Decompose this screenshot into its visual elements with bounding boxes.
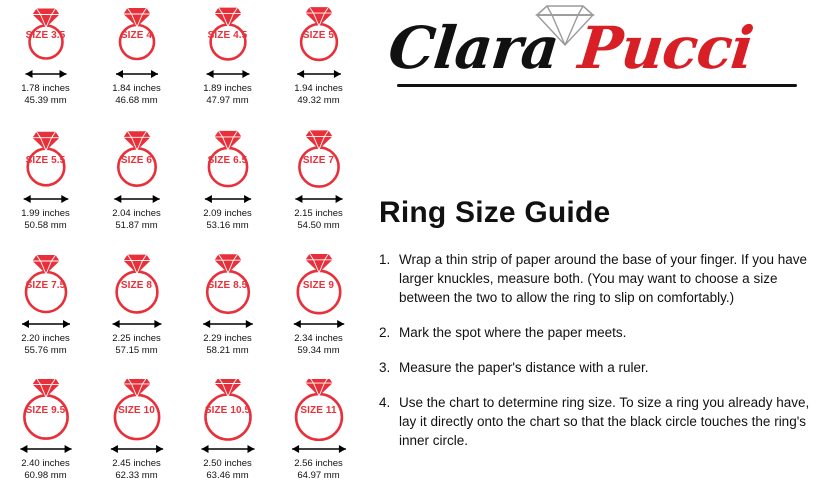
ring-size-cell [91,127,182,250]
diameter-arrow-icon [278,317,360,331]
guide-step [379,323,829,342]
ring-measurements [294,458,343,481]
guide-step [379,250,829,307]
ring-size-inches: 2.15 inches [294,208,343,219]
diameter-arrow-icon [5,442,87,456]
ring-size-label: SIZE 7.5 [25,280,66,291]
diameter-arrow-icon [187,442,269,456]
guide-step [379,358,829,377]
ring-size-inches: 2.34 inches [294,333,343,344]
brand-logo [379,2,799,102]
ring-size-label: SIZE 9.5 [25,405,66,416]
ring-size-cell [91,2,182,125]
ring-measurements [203,458,252,481]
page-title: Ring Size Guide [379,196,611,229]
ring-illustration [278,254,360,316]
ring-size-inches: 1.84 inches [112,83,161,94]
ring-size-mm: 55.76 mm [24,344,67,356]
guide-step [379,393,829,450]
ring-size-inches: 2.04 inches [112,208,161,219]
brand-name-second: Pucci [575,14,757,82]
guide-step-text: Mark the spot where the paper meets. [399,325,627,340]
guide-step-number: 4. [379,395,391,410]
ring-size-mm: 63.46 mm [206,469,249,481]
brand-underline [397,84,797,87]
ring-size-inches: 2.56 inches [294,458,343,469]
diameter-arrow-icon [187,67,269,81]
diameter-arrow-icon [278,67,360,81]
ring-size-inches: 2.50 inches [203,458,252,469]
ring-size-cell [0,252,91,375]
ring-size-mm: 57.15 mm [115,344,158,356]
ring-size-cell [0,377,91,500]
ring-illustration [278,4,360,66]
ring-size-inches: 1.78 inches [21,83,70,94]
ring-size-label: SIZE 7 [302,155,335,166]
ring-measurements [294,208,343,231]
guide-step-text: Measure the paper's distance with a ruler. [399,360,649,375]
ring-illustration [5,129,87,191]
diameter-arrow-icon [96,192,178,206]
ring-illustration [96,129,178,191]
ring-size-inches: 2.25 inches [112,333,161,344]
diameter-arrow-icon [5,67,87,81]
diameter-arrow-icon [96,67,178,81]
ring-measurements [112,208,161,231]
ring-measurements [203,333,252,356]
ring-size-mm: 60.98 mm [24,469,67,481]
ring-size-cell [182,252,273,375]
ring-size-inches: 2.20 inches [21,333,70,344]
ring-measurements [112,83,161,106]
ring-size-mm: 46.68 mm [115,94,158,106]
ring-size-label: SIZE 6 [120,155,153,166]
ring-size-mm: 49.32 mm [297,94,340,106]
ring-measurements [21,83,70,106]
ring-size-mm: 47.97 mm [206,94,249,106]
ring-size-cell [182,127,273,250]
ring-illustration [187,129,269,191]
ring-size-inches: 1.99 inches [21,208,70,219]
ring-size-cell [0,127,91,250]
ring-illustration [96,379,178,441]
guide-step-number: 2. [379,325,391,340]
ring-size-mm: 45.39 mm [24,94,67,106]
diameter-arrow-icon [5,192,87,206]
diameter-arrow-icon [96,317,178,331]
ring-size-mm: 53.16 mm [206,219,249,231]
diameter-arrow-icon [5,317,87,331]
ring-size-label: SIZE 10.5 [204,405,251,416]
ring-size-inches: 2.40 inches [21,458,70,469]
ring-size-label: SIZE 5.5 [25,155,66,166]
ring-size-chart [0,0,365,501]
ring-measurements [294,333,343,356]
ring-measurements [112,333,161,356]
ring-illustration [187,379,269,441]
ring-illustration [96,4,178,66]
ring-illustration [187,254,269,316]
ring-size-cell [182,2,273,125]
ring-size-label: SIZE 10 [118,405,155,416]
ring-illustration [5,254,87,316]
ring-measurements [21,333,70,356]
diameter-arrow-icon [187,317,269,331]
diameter-arrow-icon [96,442,178,456]
ring-measurements [294,83,343,106]
ring-size-inches: 1.89 inches [203,83,252,94]
ring-size-label: SIZE 4 [120,30,153,41]
ring-size-inches: 2.29 inches [203,333,252,344]
ring-size-mm: 64.97 mm [297,469,340,481]
diameter-arrow-icon [187,192,269,206]
diameter-arrow-icon [278,442,360,456]
ring-size-cell [273,127,364,250]
ring-illustration [187,4,269,66]
guide-step-text: Wrap a thin strip of paper around the base of your finger. If you have larger knuckles, measure both. (You may want to choose a size between the two to allow the ring to slip on comfortably.) [399,252,807,305]
ring-size-inches: 2.09 inches [203,208,252,219]
ring-size-mm: 51.87 mm [115,219,158,231]
ring-size-inches: 1.94 inches [294,83,343,94]
ring-size-mm: 54.50 mm [297,219,340,231]
ring-measurements [203,208,252,231]
ring-size-label: SIZE 9 [302,280,335,291]
ring-illustration [278,129,360,191]
ring-measurements [21,208,70,231]
ring-size-label: SIZE 3.5 [25,30,66,41]
ring-size-cell [91,252,182,375]
ring-size-mm: 59.34 mm [297,344,340,356]
ring-size-cell [273,377,364,500]
ring-illustration [96,254,178,316]
guide-panel [365,0,839,501]
ring-size-label: SIZE 8 [120,280,153,291]
guide-steps-list [379,250,829,466]
ring-size-label: SIZE 5 [302,30,335,41]
ring-measurements [21,458,70,481]
ring-size-cell [182,377,273,500]
ring-size-label: SIZE 6.5 [207,155,248,166]
diameter-arrow-icon [278,192,360,206]
ring-size-label: SIZE 8.5 [207,280,248,291]
guide-step-number: 1. [379,252,391,267]
ring-illustration [5,4,87,66]
ring-size-cell [0,2,91,125]
ring-measurements [203,83,252,106]
ring-size-mm: 58.21 mm [206,344,249,356]
ring-illustration [278,379,360,441]
ring-size-mm: 62.33 mm [115,469,158,481]
ring-measurements [112,458,161,481]
guide-step-number: 3. [379,360,391,375]
ring-size-label: SIZE 4.5 [207,30,248,41]
guide-step-text: Use the chart to determine ring size. To size a ring you already have, lay it directly onto the chart so that the black circle touches the ring's inner circle. [399,395,810,448]
ring-size-inches: 2.45 inches [112,458,161,469]
ring-size-cell [273,252,364,375]
ring-size-mm: 50.58 mm [24,219,67,231]
ring-illustration [5,379,87,441]
ring-size-label: SIZE 11 [300,405,337,416]
brand-name-first: Clara [385,14,562,82]
ring-size-cell [273,2,364,125]
ring-size-cell [91,377,182,500]
